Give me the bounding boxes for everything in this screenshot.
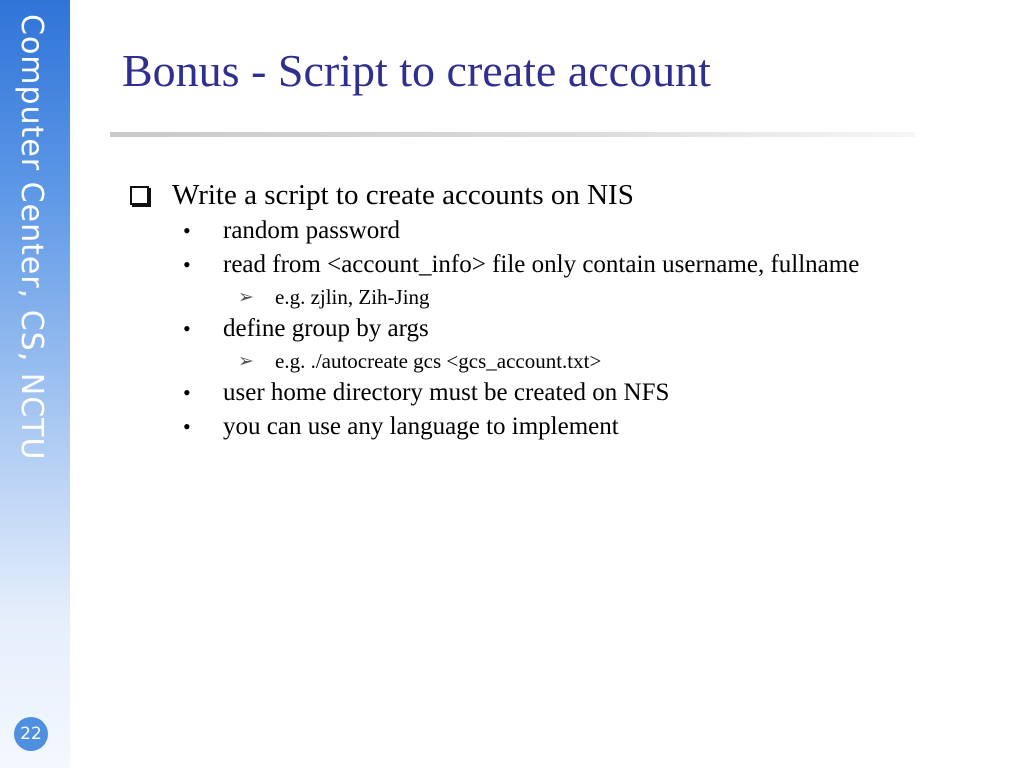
slide-title: Bonus - Script to create account xyxy=(122,45,711,96)
bullet-icon: • xyxy=(183,380,191,405)
page-number-badge: 22 xyxy=(14,717,48,751)
arrow-bullet-icon: ➢ xyxy=(238,286,254,308)
bullet-icon: • xyxy=(183,316,191,341)
main-bullet xyxy=(126,176,986,214)
sub-list-item xyxy=(126,282,986,312)
list-item-text: you can use any language to implement xyxy=(223,413,619,440)
sub-list-item-text: e.g. ./autocreate gcs <gcs_account.txt> xyxy=(275,349,602,373)
slide-content xyxy=(126,176,986,444)
list-item-text: define group by args xyxy=(223,315,429,342)
sidebar xyxy=(0,0,70,768)
list-item-text: random password xyxy=(223,217,401,244)
arrow-bullet-icon: ➢ xyxy=(238,350,254,372)
list-item-text: read from <account_info> file only contain username, fullname xyxy=(223,251,860,278)
list-item-text: user home directory must be created on NFS xyxy=(223,379,670,406)
bullet-icon: • xyxy=(183,218,191,243)
sidebar-title: Computer Center, CS, NCTU xyxy=(14,14,49,461)
bullet-icon: • xyxy=(183,252,191,277)
list-item xyxy=(126,410,986,444)
list-item xyxy=(126,376,986,410)
checkbox-bullet-icon xyxy=(130,186,149,205)
title-divider xyxy=(110,132,915,137)
bullet-icon: • xyxy=(183,414,191,439)
sub-list-item xyxy=(126,346,986,376)
sub-list-item-text: e.g. zjlin, Zih-Jing xyxy=(275,285,430,309)
list-item xyxy=(126,248,986,282)
main-bullet-text: Write a script to create accounts on NIS xyxy=(172,179,634,211)
list-item xyxy=(126,312,986,346)
list-item xyxy=(126,214,986,248)
